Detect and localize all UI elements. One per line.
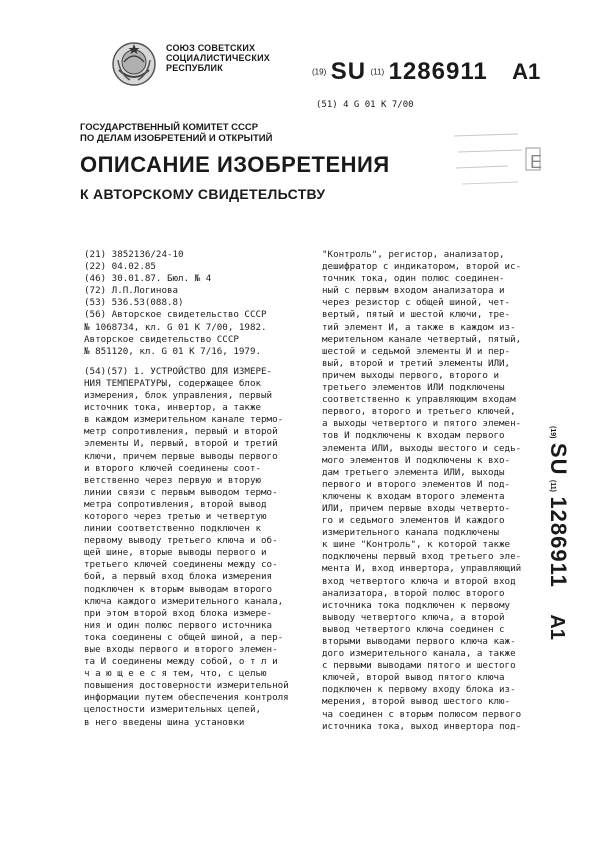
text-line: соответственно к управляющим входам (322, 394, 516, 406)
text-line: и второго ключей соединены соот- (84, 462, 262, 474)
text-line: с первыми выводами пятого и шестого (322, 660, 516, 672)
ussr-emblem-icon (110, 40, 158, 88)
text-line: ключа каждого измерительного канала, (84, 595, 284, 607)
side-patent-id (546, 426, 584, 690)
biblio-line: (46) 30.01.87. Бюл. № 4 (84, 273, 212, 285)
org-line: СОЦИАЛИСТИЧЕСКИХ (166, 53, 270, 63)
text-line: в каждом измерительном канале термо- (84, 414, 284, 426)
side-country-code-label: (19) (549, 426, 556, 439)
text-line: источника тока, выход инвертора под- (322, 720, 522, 732)
text-line: мого элементов И подключены к вхо- (322, 454, 511, 466)
text-line: дешифратор с индикатором, второй ис- (322, 261, 522, 273)
document-title: ОПИСАНИЕ ИЗОБРЕТЕНИЯ (80, 152, 390, 177)
text-line: дам третьего элемента ИЛИ, выходы (322, 466, 505, 478)
text-line: анализатора, второй полюс второго (322, 587, 505, 599)
org-line: СОЮЗ СОВЕТСКИХ (166, 43, 256, 53)
text-line: линии связи с первым выводом термо- (84, 486, 278, 498)
left-column (84, 249, 316, 729)
number-code-label: (11) (370, 67, 385, 77)
biblio-line: (72) Л.П.Логинова (84, 285, 179, 297)
biblio-line: № 1068734, кл. G 01 K 7/00, 1982. (84, 321, 267, 333)
country-code: SU (330, 58, 367, 85)
text-line: шестой и седьмой элементы И и пер- (322, 345, 511, 357)
document-kind: A1 (512, 59, 541, 84)
text-line: та И соединены между собой, о т л и (84, 656, 278, 668)
text-line: мерения, второй вывод шестого клю- (322, 696, 511, 708)
text-line: ния и один полюс первого источника (84, 619, 273, 631)
side-number-code-label: (11) (549, 479, 556, 492)
text-line: выводу четвертого ключа, а второй (322, 611, 505, 623)
text-line: подключены первый вход третьего эле- (322, 551, 522, 563)
text-line: целостности измерительных цепей, (84, 704, 262, 716)
text-line: информации путем обеспечения контроля (84, 692, 289, 704)
text-line: ключи, причем первые выводы первого (84, 450, 278, 462)
biblio-line: Авторское свидетельство СССР (84, 333, 239, 345)
text-line: причем выходы первого, второго и (322, 369, 500, 381)
text-line: третьего элементов ИЛИ подключены (322, 382, 505, 394)
text-line: (54)(57) 1. УСТРОЙСТВО ДЛЯ ИЗМЕРЕ- (84, 365, 273, 377)
text-line: метр сопротивления, первый и второй (84, 426, 278, 438)
text-line: тов И подключены к входам первого (322, 430, 505, 442)
text-line: элемента ИЛИ, выходы шестого и седь- (322, 442, 522, 454)
text-line: метра сопротивления, второй вывод (84, 498, 267, 510)
text-line: тока соединены с общей шиной, а пер- (84, 631, 284, 643)
text-line: измерительного канала подключены (322, 527, 500, 539)
text-line: элементы И, первый, второй и третий (84, 438, 278, 450)
text-line: первого, второго и третьего ключей, (322, 406, 516, 418)
text-line: НИЯ ТЕМПЕРАТУРЫ, содержащее блок (84, 377, 262, 389)
biblio-line: (53) 536.53(088.8) (84, 297, 184, 309)
patent-id (312, 58, 540, 86)
text-line: повышения достоверности измерительной (84, 680, 289, 692)
text-line: вторыми выводами первого ключа каж- (322, 636, 516, 647)
text-line: линии соответственно подключен к (84, 523, 262, 535)
text-line: а выходы четвертого и пятого элемен- (322, 418, 522, 430)
text-line: тий элемент И, а также в каждом из- (322, 321, 516, 333)
text-line: щей шине, вторые выводы первого и (84, 547, 267, 559)
biblio-line: (22) 04.02.85 (84, 261, 156, 273)
committee-line: ПО ДЕЛАМ ИЗОБРЕТЕНИЙ И ОТКРЫТИЙ (80, 133, 273, 144)
text-line: точник тока, один полюс соединен- (322, 273, 505, 285)
text-line: ча соединен с вторым полюсом первого (322, 708, 522, 720)
text-line: через резистор с общей шиной, чет- (322, 297, 511, 309)
committee-line: ГОСУДАРСТВЕННЫЙ КОМИТЕТ СССР (80, 122, 259, 133)
text-line: ИЛИ, причем первые входы четверто- (322, 502, 511, 514)
ipc-classification: (51) 4 G 01 K 7/00 (316, 100, 414, 110)
country-code-label: (19) (312, 67, 327, 77)
library-stamp (448, 122, 546, 196)
text-line: ключены к входам второго элемента (322, 490, 505, 502)
text-line: бой, а первый вход блока измерения (84, 571, 273, 583)
text-line: ветственно через первую и вторую (84, 474, 262, 486)
text-line: вход четвертого ключа и второй вход (322, 575, 516, 587)
text-line: вывод четвертого ключа соединен с (322, 623, 505, 635)
text-line: дого измерительного канала, а также (322, 648, 516, 660)
text-line: мерительном канале четвертый, пятый, (322, 333, 522, 345)
org-line: РЕСПУБЛИК (166, 63, 223, 73)
text-line: го и седьмого элементов И каждого (322, 515, 505, 527)
bibliographic-data (84, 249, 316, 358)
side-document-kind: A1 (546, 614, 568, 640)
stamp-mark: E (529, 152, 542, 172)
claim-text-left (84, 366, 316, 729)
committee-name (80, 122, 272, 144)
side-country-code: SU (546, 442, 571, 476)
text-line: к шине "Контроль", к которой также (322, 539, 511, 551)
text-line: третьего ключей соединены между со- (84, 559, 278, 571)
text-line: "Контроль", регистор, анализатор, (322, 249, 505, 260)
text-line: ч а ю щ е е с я тем, что, с целью (84, 668, 267, 680)
text-line: измерения, блок управления, первый (84, 390, 273, 402)
text-line: источника тока подключен к первому (322, 599, 511, 611)
patent-number: 1286911 (388, 58, 488, 85)
biblio-line: (56) Авторское свидетельство СССР (84, 309, 267, 321)
side-patent-number: 1286911 (546, 496, 571, 588)
text-line: ключей, второй вывод пятого ключа (322, 672, 505, 684)
text-line: вые входы первого и второго элемен- (84, 644, 278, 655)
country-name (166, 43, 270, 73)
text-line: мента И, вход инвертора, управляющий (322, 563, 522, 575)
biblio-line: (21) 3852136/24-10 (84, 249, 184, 260)
right-column (322, 249, 534, 733)
text-line: первому выводу третьего ключа и об- (84, 535, 278, 547)
text-line: подключен к вторым выводам второго (84, 583, 273, 595)
text-line: подключен к первому входу блока из- (322, 684, 516, 696)
document-subtitle: К АВТОРСКОМУ СВИДЕТЕЛЬСТВУ (80, 186, 326, 202)
text-line: вертый, пятый и шестой ключи, тре- (322, 309, 511, 321)
text-line: которого через третью и четвертую (84, 510, 267, 522)
text-line: при этом второй вход блока измере- (84, 607, 273, 619)
text-line: первого и второго элементов И под- (322, 478, 511, 490)
biblio-line: № 851120, кл. G 01 K 7/16, 1979. (84, 345, 262, 357)
text-line: ный с первым входом анализатора и (322, 285, 505, 297)
text-line: вый, второй и третий элементы ИЛИ, (322, 357, 511, 369)
text-line: в него введены шина установки (84, 716, 245, 728)
text-line: источник тока, инвертор, а также (84, 402, 262, 414)
